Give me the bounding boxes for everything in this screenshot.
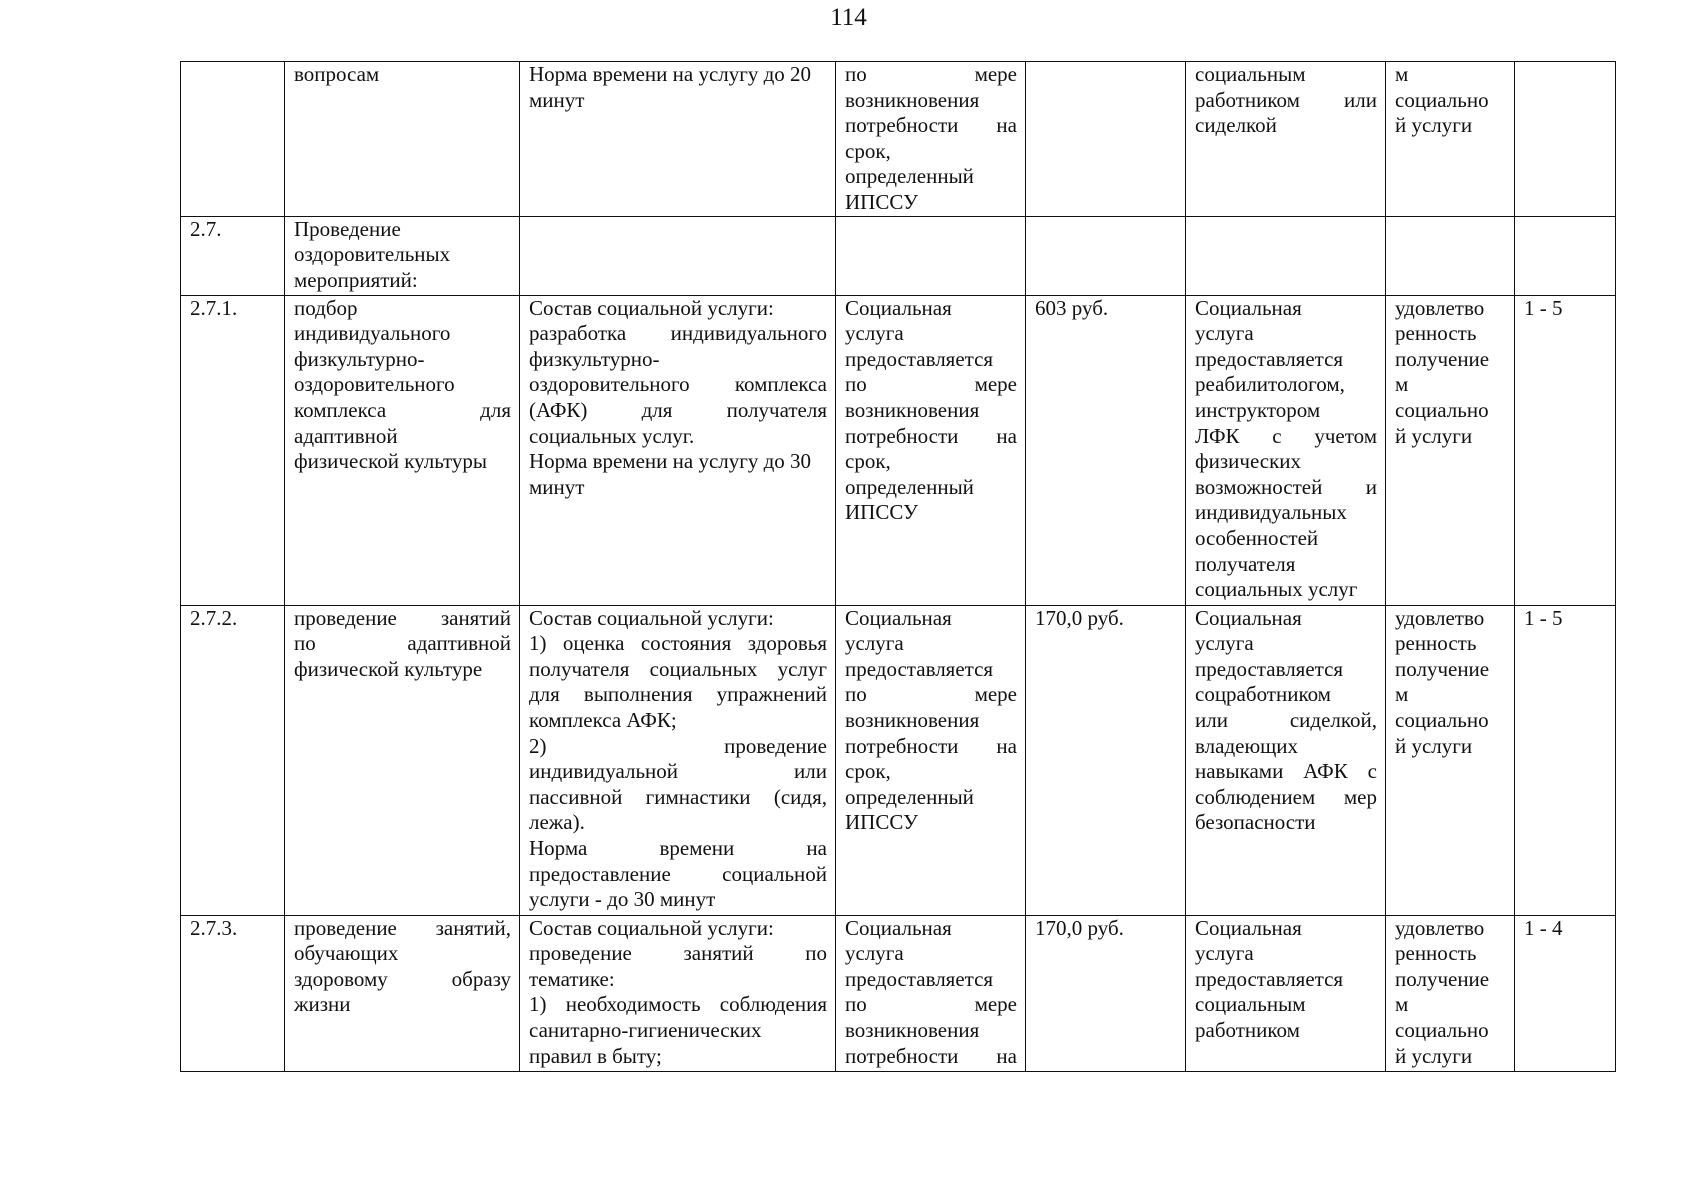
frequency-line: Социальная <box>845 915 952 940</box>
description-line: минут <box>529 474 585 499</box>
description-line: предоставление социальной <box>529 861 827 886</box>
num-cell: 2.7.3. <box>181 915 285 1071</box>
frequency-cell <box>836 216 1026 295</box>
table-row <box>181 295 1616 605</box>
name-line: подбор <box>294 295 358 320</box>
price-cell: 170,0 руб. <box>1026 605 1186 915</box>
description-line: получателя социальных услуг <box>529 656 827 681</box>
criteria-line: й услуги <box>1395 1043 1473 1068</box>
provider-line: или сиделкой, <box>1195 707 1377 732</box>
description-line: физкультурно- <box>529 346 660 371</box>
criteria-cell <box>1386 605 1515 915</box>
description-cell <box>520 605 836 915</box>
table-row <box>181 62 1616 217</box>
criteria-line: ренность <box>1395 321 1477 346</box>
frequency-line: потребности на <box>845 113 1017 138</box>
criteria-line: м <box>1395 682 1409 707</box>
name-line: оздоровительного <box>294 372 455 397</box>
description-cell <box>520 216 836 295</box>
provider-line: инструктором <box>1195 397 1321 422</box>
price-cell <box>1026 216 1186 295</box>
frequency-line: возникновения <box>845 87 980 112</box>
provider-line: индивидуальных <box>1195 500 1347 525</box>
description-line: Состав социальной услуги: <box>529 915 774 940</box>
frequency-line: предоставляется <box>845 656 994 681</box>
frequency-line: Социальная <box>845 295 952 320</box>
provider-line: физических <box>1195 449 1302 474</box>
criteria-line: м <box>1395 62 1409 86</box>
provider-line: предоставляется <box>1195 346 1344 371</box>
frequency-cell <box>836 295 1026 605</box>
provider-line: работником <box>1195 1017 1300 1042</box>
frequency-line: Социальная <box>845 605 952 630</box>
description-line: разработка индивидуального <box>529 321 827 346</box>
provider-line: социальным <box>1195 992 1306 1017</box>
frequency-line: определенный <box>845 474 974 499</box>
price-cell: 170,0 руб. <box>1026 915 1186 1071</box>
description-cell <box>520 62 836 217</box>
provider-line: владеющих <box>1195 733 1299 758</box>
frequency-line: по мере <box>845 682 1017 707</box>
range-cell: 1 - 4 <box>1515 915 1616 1071</box>
provider-line: ЛФК с учетом <box>1195 423 1377 448</box>
provider-line: особенностей <box>1195 525 1319 550</box>
description-line: социальных услуг. <box>529 423 695 448</box>
provider-line: Социальная <box>1195 605 1302 630</box>
name-line: физкультурно- <box>294 346 425 371</box>
criteria-line: м <box>1395 992 1409 1017</box>
provider-line: сиделкой <box>1195 113 1277 138</box>
criteria-line: удовлетво <box>1395 605 1485 630</box>
name-line: физической культуре <box>294 656 483 681</box>
range-cell: 1 - 5 <box>1515 295 1616 605</box>
frequency-line: потребности на <box>845 423 1017 448</box>
description-line: Состав социальной услуги: <box>529 295 774 320</box>
criteria-line: ренность <box>1395 631 1477 656</box>
provider-cell <box>1186 295 1386 605</box>
name-line: комплекса для <box>294 397 511 422</box>
name-cell <box>285 216 520 295</box>
frequency-cell <box>836 915 1026 1071</box>
frequency-line: возникновения <box>845 1017 980 1042</box>
frequency-line: возникновения <box>845 707 980 732</box>
name-line: адаптивной <box>294 423 398 448</box>
provider-cell <box>1186 62 1386 217</box>
description-line: комплекса АФК; <box>529 707 677 732</box>
name-line: Проведение <box>294 216 401 241</box>
criteria-line: социально <box>1395 707 1489 732</box>
range-cell <box>1515 62 1616 217</box>
provider-line: услуга <box>1195 631 1254 656</box>
provider-line: навыками АФК с <box>1195 759 1377 784</box>
provider-line: социальным <box>1195 62 1306 86</box>
frequency-line: ИПССУ <box>845 189 918 214</box>
criteria-line: социально <box>1395 1017 1489 1042</box>
provider-line: работником или <box>1195 87 1377 112</box>
description-line: минут <box>529 87 585 112</box>
name-line: вопросам <box>294 62 380 86</box>
name-line: проведение занятий <box>294 605 511 630</box>
services-table <box>180 61 1616 1072</box>
name-cell <box>285 915 520 1071</box>
criteria-line: й услуги <box>1395 113 1473 138</box>
name-line: здоровому образу <box>294 966 511 991</box>
description-line: проведение занятий по <box>529 941 827 966</box>
criteria-line: м <box>1395 372 1409 397</box>
provider-line: соцработником <box>1195 682 1331 707</box>
criteria-cell <box>1386 915 1515 1071</box>
frequency-line: по мере <box>845 62 1017 86</box>
frequency-line: срок, <box>845 759 891 784</box>
name-cell <box>285 605 520 915</box>
frequency-line: срок, <box>845 449 891 474</box>
name-line: проведение занятий, <box>294 915 511 940</box>
frequency-line: возникновения <box>845 397 980 422</box>
description-cell <box>520 295 836 605</box>
frequency-line: определенный <box>845 784 974 809</box>
provider-line: возможностей и <box>1195 474 1377 499</box>
description-line: Норма времени на <box>529 835 827 860</box>
description-line: пассивной гимнастики (сидя, <box>529 784 827 809</box>
description-line: оздоровительного комплекса <box>529 372 827 397</box>
range-cell <box>1515 216 1616 295</box>
provider-line: предоставляется <box>1195 656 1344 681</box>
num-cell: 2.7.1. <box>181 295 285 605</box>
criteria-line: получение <box>1395 346 1490 371</box>
description-line: 1) необходимость соблюдения <box>529 992 827 1017</box>
provider-line: реабилитологом, <box>1195 372 1345 397</box>
criteria-line: получение <box>1395 656 1490 681</box>
name-line: по адаптивной <box>294 631 511 656</box>
frequency-line: услуга <box>845 941 904 966</box>
table-row <box>181 605 1616 915</box>
description-line: Состав социальной услуги: <box>529 605 774 630</box>
table-row <box>181 216 1616 295</box>
name-line: оздоровительных <box>294 242 451 267</box>
name-cell <box>285 62 520 217</box>
provider-line: услуга <box>1195 321 1254 346</box>
name-line: индивидуального <box>294 321 451 346</box>
range-cell: 1 - 5 <box>1515 605 1616 915</box>
table-body <box>181 62 1616 1072</box>
criteria-line: получение <box>1395 966 1490 991</box>
provider-line: социальных услуг <box>1195 577 1358 602</box>
provider-cell <box>1186 605 1386 915</box>
name-cell <box>285 295 520 605</box>
description-line: Норма времени на услугу до 20 <box>529 62 812 86</box>
provider-line: безопасности <box>1195 810 1316 835</box>
criteria-line: удовлетво <box>1395 295 1485 320</box>
name-line: мероприятий: <box>294 267 418 292</box>
criteria-cell <box>1386 216 1515 295</box>
criteria-line: й услуги <box>1395 733 1473 758</box>
frequency-line: предоставляется <box>845 966 994 991</box>
criteria-line: удовлетво <box>1395 915 1485 940</box>
criteria-line: ренность <box>1395 941 1477 966</box>
description-line: тематике: <box>529 966 615 991</box>
description-line: Норма времени на услугу до 30 <box>529 449 812 474</box>
frequency-line: ИПССУ <box>845 500 918 525</box>
frequency-line: срок, <box>845 138 891 163</box>
frequency-line: ИПССУ <box>845 810 918 835</box>
criteria-line: социально <box>1395 87 1489 112</box>
frequency-line: потребности на <box>845 1043 1017 1068</box>
provider-line: соблюдением мер <box>1195 784 1377 809</box>
price-cell: 603 руб. <box>1026 295 1186 605</box>
frequency-cell <box>836 62 1026 217</box>
name-line: жизни <box>294 992 351 1017</box>
provider-line: предоставляется <box>1195 966 1344 991</box>
frequency-line: потребности на <box>845 733 1017 758</box>
frequency-cell <box>836 605 1026 915</box>
criteria-line: социально <box>1395 397 1489 422</box>
page-number: 114 <box>830 4 867 31</box>
description-line: услуги - до 30 минут <box>529 887 716 912</box>
name-line: физической культуры <box>294 449 487 474</box>
provider-line: Социальная <box>1195 295 1302 320</box>
provider-cell <box>1186 216 1386 295</box>
description-line: лежа). <box>529 810 585 835</box>
name-line: обучающих <box>294 941 399 966</box>
description-line: (АФК) для получателя <box>529 397 827 422</box>
description-line: для выполнения упражнений <box>529 682 827 707</box>
provider-line: Социальная <box>1195 915 1302 940</box>
num-cell <box>181 62 285 217</box>
frequency-line: предоставляется <box>845 346 994 371</box>
description-line: 1) оценка состояния здоровья <box>529 631 827 656</box>
frequency-line: определенный <box>845 164 974 189</box>
description-line: индивидуальной или <box>529 759 827 784</box>
description-line: санитарно-гигиенических <box>529 1017 762 1042</box>
table-row <box>181 915 1616 1071</box>
price-cell <box>1026 62 1186 217</box>
criteria-cell <box>1386 62 1515 217</box>
frequency-line: по мере <box>845 992 1017 1017</box>
num-cell: 2.7.2. <box>181 605 285 915</box>
frequency-line: услуга <box>845 631 904 656</box>
provider-line: получателя <box>1195 551 1296 576</box>
provider-line: услуга <box>1195 941 1254 966</box>
num-cell: 2.7. <box>181 216 285 295</box>
frequency-line: по мере <box>845 372 1017 397</box>
provider-cell <box>1186 915 1386 1071</box>
frequency-line: услуга <box>845 321 904 346</box>
criteria-cell <box>1386 295 1515 605</box>
description-cell <box>520 915 836 1071</box>
criteria-line: й услуги <box>1395 423 1473 448</box>
description-line: 2) проведение <box>529 733 827 758</box>
description-line: правил в быту; <box>529 1043 662 1068</box>
